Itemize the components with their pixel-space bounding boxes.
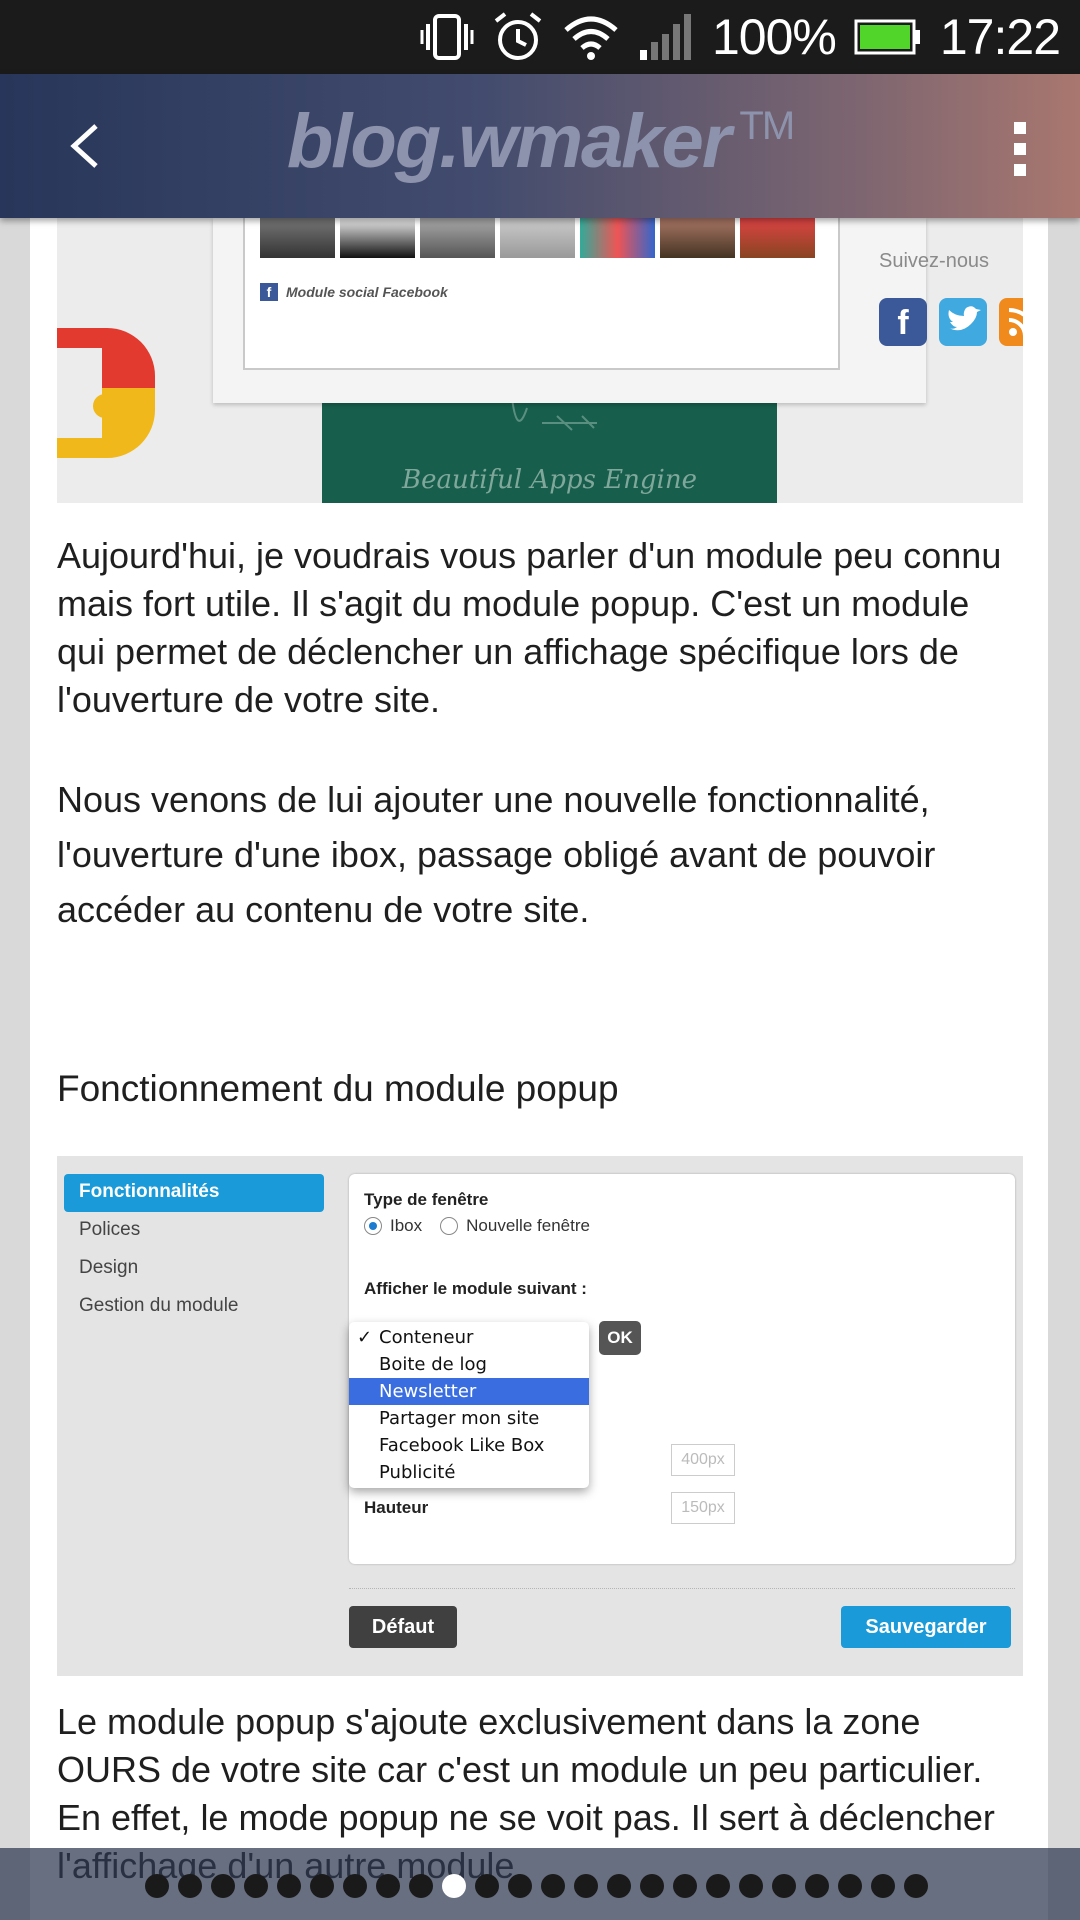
facebook-icon: f	[260, 283, 278, 301]
page-dot[interactable]	[739, 1874, 763, 1898]
facebook-icon: f	[879, 298, 927, 346]
modal-caption-text: Module social Facebook	[286, 284, 448, 300]
signal-icon	[638, 12, 694, 62]
page-dot[interactable]	[541, 1874, 565, 1898]
more-vertical-icon[interactable]	[1000, 114, 1040, 184]
page-dot[interactable]	[640, 1874, 664, 1898]
divider	[349, 1588, 1015, 1589]
battery-icon	[854, 17, 922, 57]
page-dot[interactable]	[706, 1874, 730, 1898]
status-bar	[0, 0, 1080, 74]
height-input: 150px	[671, 1492, 735, 1524]
logo-fragment-image	[57, 328, 155, 458]
save-button: Sauvegarder	[841, 1606, 1011, 1648]
height-label: Hauteur	[364, 1498, 429, 1517]
alarm-icon	[492, 11, 544, 63]
settings-sidebar	[64, 1174, 324, 1326]
modal-preview	[213, 218, 926, 403]
radio-new-window-label: Nouvelle fenêtre	[466, 1216, 590, 1235]
radio-new-window	[440, 1217, 458, 1235]
page-dot[interactable]	[244, 1874, 268, 1898]
photo-thumb	[340, 218, 415, 258]
page-dot-active[interactable]	[442, 1874, 466, 1898]
dropdown-option-label: Conteneur	[379, 1327, 474, 1348]
site-brand	[0, 98, 1080, 185]
default-button: Défaut	[349, 1606, 457, 1648]
dropdown-option: Boite de log	[379, 1354, 487, 1375]
rss-icon	[999, 298, 1023, 346]
dropdown-option: Partager mon site	[379, 1408, 540, 1429]
sidebar-item-fonctionnalites: Fonctionnalités	[64, 1174, 324, 1212]
article-image-top	[57, 218, 1023, 503]
dropdown-option: Publicité	[379, 1462, 456, 1483]
section-heading: Fonctionnement du module popup	[57, 1068, 619, 1109]
window-type-radios	[364, 1216, 590, 1236]
dropdown-option	[349, 1324, 589, 1351]
article-image-settings	[57, 1156, 1023, 1676]
article-paragraph-1: Aujourd'hui, je voudrais vous parler d'un module peu connu mais fort utile. Il s'agit du module popup. C'est un module qui permet de déclencher un affichage spécifique lors de l'ouverture de votre site.	[57, 535, 1002, 720]
radio-ibox	[364, 1217, 382, 1235]
settings-panel	[349, 1174, 1015, 1564]
photo-thumb	[580, 218, 655, 258]
banner-text: Beautiful Apps Engine	[402, 465, 697, 495]
page-dot[interactable]	[211, 1874, 235, 1898]
module-select-label: Afficher le module suivant :	[364, 1279, 587, 1298]
page-dot[interactable]	[805, 1874, 829, 1898]
radio-ibox-label: Ibox	[390, 1216, 423, 1235]
sidebar-item-polices: Polices	[79, 1219, 141, 1240]
wifi-icon	[562, 12, 620, 62]
article-paragraph-2: Nous venons de lui ajouter une nouvelle fonctionnalité, l'ouverture d'une ibox, passage obligé avant de pouvoir accéder au contenu de votre site.	[57, 779, 936, 930]
page-dot[interactable]	[838, 1874, 862, 1898]
modal-inner-frame	[243, 218, 840, 370]
photo-thumb	[420, 218, 495, 258]
page-dot[interactable]	[871, 1874, 895, 1898]
sidebar-item-gestion: Gestion du module	[79, 1295, 239, 1316]
page-dots	[145, 1874, 928, 1898]
dropdown-option: Facebook Like Box	[379, 1435, 545, 1456]
page-dot[interactable]	[607, 1874, 631, 1898]
page-dot[interactable]	[409, 1874, 433, 1898]
page-dot[interactable]	[310, 1874, 334, 1898]
page-dot[interactable]	[277, 1874, 301, 1898]
page-dot[interactable]	[904, 1874, 928, 1898]
page-dot[interactable]	[772, 1874, 796, 1898]
window-type-label: Type de fenêtre	[364, 1190, 489, 1209]
page-dot[interactable]	[673, 1874, 697, 1898]
twitter-icon	[939, 298, 987, 346]
page-dot[interactable]	[145, 1874, 169, 1898]
ok-button: OK	[599, 1321, 641, 1355]
clock: 17:22	[939, 9, 1060, 65]
battery-percent: 100%	[711, 9, 836, 65]
photo-thumb	[260, 218, 335, 258]
page-dot[interactable]	[574, 1874, 598, 1898]
dropdown-option-highlighted: Newsletter	[349, 1378, 589, 1405]
page-dot[interactable]	[376, 1874, 400, 1898]
checkmark-icon: ✓	[357, 1327, 373, 1348]
app-bar	[0, 74, 1080, 218]
photo-thumb	[660, 218, 735, 258]
photo-thumb	[500, 218, 575, 258]
page-dot[interactable]	[178, 1874, 202, 1898]
page-dot[interactable]	[343, 1874, 367, 1898]
photo-strip	[260, 218, 815, 258]
article-card	[30, 218, 1048, 1920]
vibrate-icon	[420, 12, 474, 62]
modal-caption	[260, 283, 448, 301]
page-indicator[interactable]	[0, 1848, 1080, 1920]
photo-thumb	[740, 218, 815, 258]
follow-label: Suivez-nous	[879, 250, 990, 272]
sidebar-item-design: Design	[79, 1257, 139, 1278]
brand-text: blog.wmaker	[286, 99, 730, 184]
article-paragraph-3: Le module popup s'ajoute exclusivement dans la zone OURS de votre site car c'est un module un peu particulier. En effet, le mode popup ne se voit pas. Il sert à déclencher	[57, 1701, 995, 1838]
module-dropdown	[349, 1322, 589, 1488]
width-input: 400px	[671, 1444, 735, 1476]
page-dot[interactable]	[508, 1874, 532, 1898]
brand-trademark: TM	[739, 104, 794, 148]
page-dot[interactable]	[475, 1874, 499, 1898]
